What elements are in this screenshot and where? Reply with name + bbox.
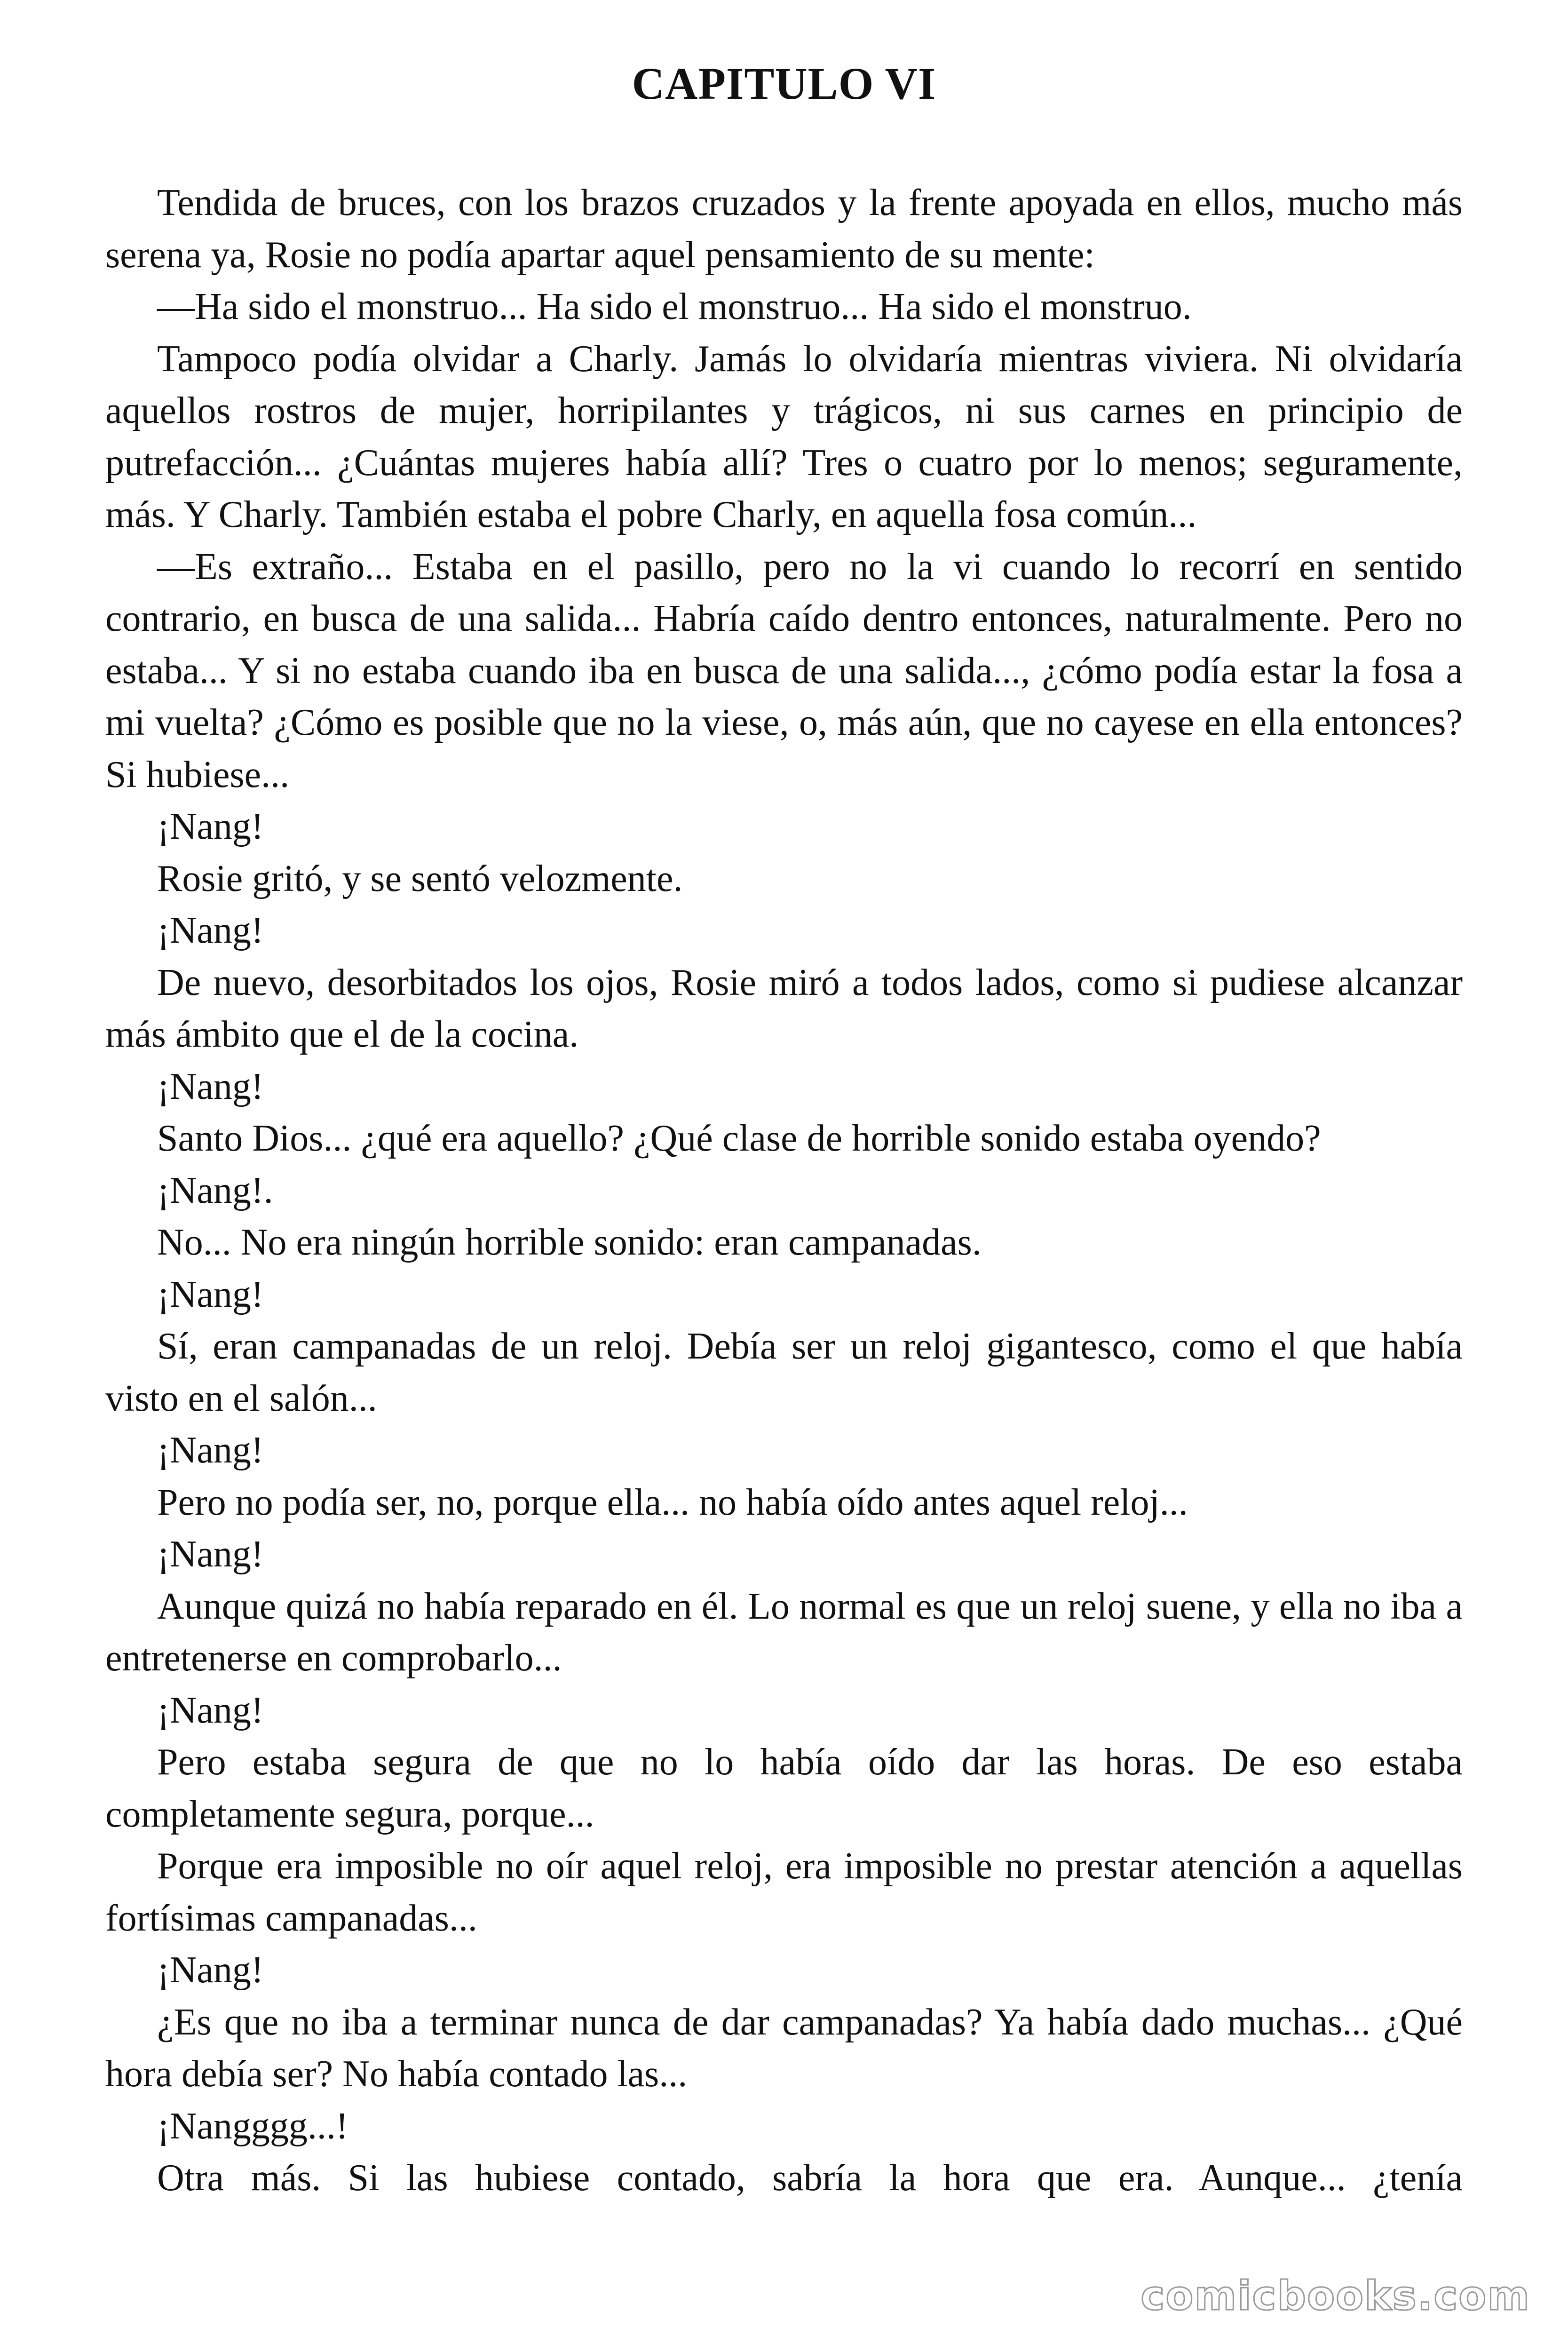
paragraph: Tampoco podía olvidar a Charly. Jamás lo olvidaría mientras viviera. Ni olvidaría aquellos rostros de mujer, horripilantes y trágicos, ni sus carnes en principio de putrefacción... ¿Cuántas mujeres había allí? Tres o cuatro por lo menos; seguramente, más. Y Charly. También estaba el pobre Charly, en aquella fosa común... <box>105 338 1463 535</box>
chapter-title: CAPITULO VI <box>632 58 936 109</box>
body-text <box>105 177 1463 2204</box>
paragraph: ¡Nang! <box>157 1689 264 1731</box>
watermark-logo: comicbooks.com <box>1140 2273 1530 2320</box>
paragraph: ¡Nang! <box>157 806 264 847</box>
paragraph: ¡Nang! <box>157 1273 264 1315</box>
paragraph: Pero estaba segura de que no lo había oído dar las horas. De eso estaba completamente segura, porque... <box>105 1741 1463 1835</box>
paragraph: ¡Nangggg...! <box>157 2105 348 2147</box>
paragraph: ¡Nang! <box>157 1534 264 1575</box>
paragraph: Aunque quizá no había reparado en él. Lo normal es que un reloj suene, y ella no iba a entretenerse en comprobarlo... <box>105 1585 1463 1679</box>
paragraph: Santo Dios... ¿qué era aquello? ¿Qué clase de horrible sonido estaba oyendo? <box>157 1118 1321 1159</box>
paragraph: De nuevo, desorbitados los ojos, Rosie miró a todos lados, como si pudiese alcanzar más ámbito que el de la cocina. <box>105 961 1463 1055</box>
paragraph: ¡Nang! <box>157 1430 264 1471</box>
paragraph: Porque era imposible no oír aquel reloj, era imposible no prestar atención a aquellas fortísimas campanadas... <box>105 1845 1463 1939</box>
paragraph-continued: Otra más. Si las hubiese contado, sabría la hora que era. Aunque... ¿tenía <box>157 2157 1463 2199</box>
paragraph: ¡Nang! <box>157 1065 264 1107</box>
paragraph: ¡Nang!. <box>157 1169 273 1211</box>
paragraph: ¡Nang! <box>157 1949 264 1991</box>
paragraph: No... No era ningún horrible sonido: eran campanadas. <box>157 1222 982 1263</box>
paragraph: ¿Es que no iba a terminar nunca de dar campanadas? Ya había dado muchas... ¿Qué hora debía ser? No había contado las... <box>105 2001 1463 2095</box>
paragraph: —Ha sido el monstruo... Ha sido el monstruo... Ha sido el monstruo. <box>157 286 1192 327</box>
paragraph: Pero no podía ser, no, porque ella... no había oído antes aquel reloj... <box>157 1481 1188 1523</box>
paragraph: Sí, eran campanadas de un reloj. Debía ser un reloj gigantesco, como el que había visto en el salón... <box>105 1326 1463 1419</box>
paragraph: Tendida de bruces, con los brazos cruzados y la frente apoyada en ellos, mucho más serena ya, Rosie no podía apartar aquel pensamiento de su mente: <box>105 182 1463 276</box>
paragraph: ¡Nang! <box>157 910 264 951</box>
paragraph: —Es extraño... Estaba en el pasillo, pero no la vi cuando lo recorrí en sentido contrario, en busca de una salida... Habría caído dentro entonces, naturalmente. Pero no estaba... Y si no estaba cuando iba en busca de una salida..., ¿cómo podía estar la fosa a mi vuelta? ¿Cómo es posible que no la viese, o, más aún, que no cayese en ella entonces? Si hubiese... <box>105 546 1463 795</box>
paragraph: Rosie gritó, y se sentó velozmente. <box>157 858 683 899</box>
